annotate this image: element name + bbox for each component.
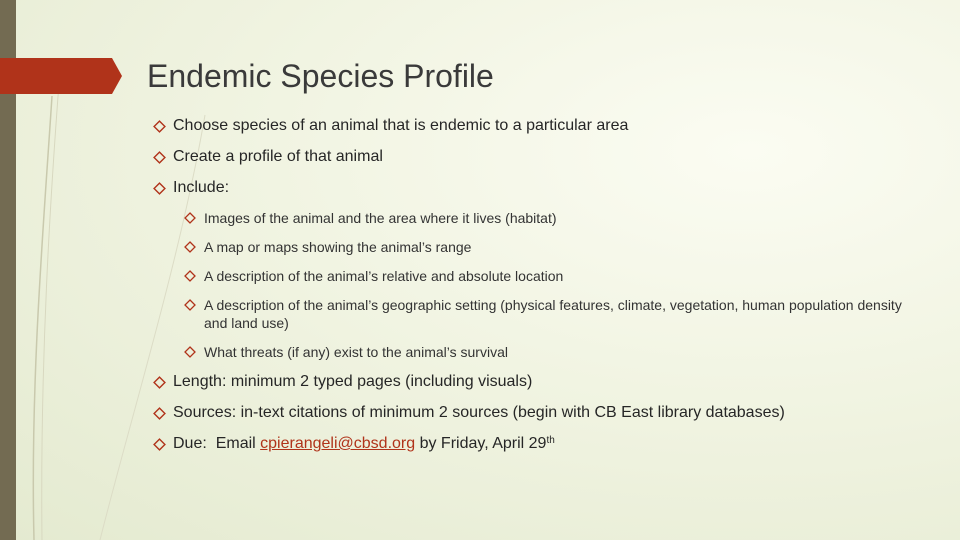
email-link[interactable]: cpierangeli@cbsd.org: [260, 435, 416, 452]
slide-content: [153, 116, 913, 465]
list-item-due: [153, 434, 913, 454]
sub-list-item: [184, 209, 913, 227]
sub-list-item: [184, 238, 913, 256]
sub-list-item: [184, 267, 913, 285]
sub-list-item-text: What threats (if any) exist to the animal’s survival: [204, 344, 508, 360]
title-accent-arrow: [0, 58, 122, 94]
list-item-text: Create a profile of that animal: [173, 148, 383, 165]
sub-list-item: [184, 343, 913, 361]
diamond-outline-icon: [184, 299, 196, 311]
list-item-text: Include:: [173, 179, 230, 196]
diamond-outline-icon: [184, 346, 196, 358]
list-item: [153, 116, 913, 136]
diamond-outline-icon: [153, 407, 166, 420]
list-item: [153, 178, 913, 198]
sub-list-item-text: A map or maps showing the animal’s range: [204, 239, 472, 255]
diamond-outline-icon: [153, 438, 166, 451]
length-text: Length: minimum 2 typed pages (including visuals): [173, 373, 533, 390]
slide-title: Endemic Species Profile: [147, 58, 494, 94]
diamond-outline-icon: [153, 376, 166, 389]
diamond-outline-icon: [184, 212, 196, 224]
sub-list-item-text: A description of the animal’s relative and absolute location: [204, 268, 564, 284]
due-date-text: by Friday, April 29: [415, 435, 547, 452]
diamond-outline-icon: [153, 182, 166, 195]
sub-list-item-text: Images of the animal and the area where it lives (habitat): [204, 210, 557, 226]
sources-text: Sources: in-text citations of minimum 2 sources (begin with CB East library databases): [173, 404, 785, 421]
list-item: [153, 147, 913, 167]
diamond-outline-icon: [153, 120, 166, 133]
diamond-outline-icon: [184, 241, 196, 253]
due-date-suffix: th: [546, 435, 555, 446]
sub-list-item-text: A description of the animal’s geographic setting (physical features, climate, vegetation, human population density and land use): [204, 297, 902, 331]
due-prefix: Due: Email: [173, 435, 261, 452]
diamond-outline-icon: [184, 270, 196, 282]
sub-list-item: [184, 296, 913, 332]
list-item-length: [153, 372, 913, 392]
list-item-text: Choose species of an animal that is endemic to a particular area: [173, 117, 629, 134]
diamond-outline-icon: [153, 151, 166, 164]
list-item-sources: [153, 403, 913, 423]
